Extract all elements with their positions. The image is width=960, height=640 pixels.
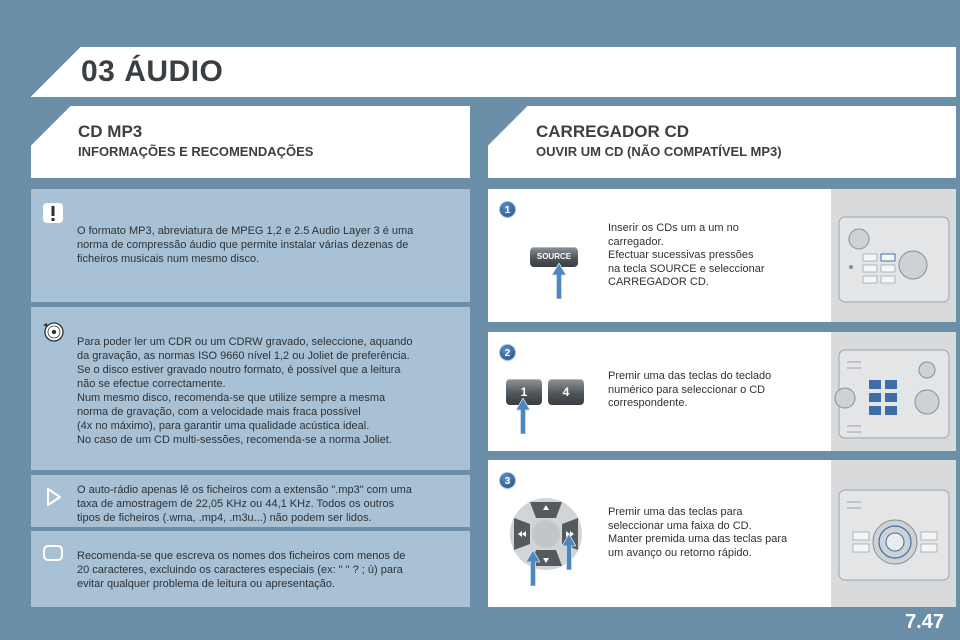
warning-icon (41, 201, 65, 225)
page-title: 03 ÁUDIO (81, 55, 224, 88)
step-panel (488, 189, 956, 322)
note-text: Recomenda-se que escreva os nomes dos ficheiros com menos de 20 caracteres, excluindo os caracteres especiais (ex: " " ? ; ù) para evitar qualquer problema de leitura ou apresentação. (77, 550, 406, 590)
preset-key-4: 4 (548, 379, 584, 405)
arrow-up-icon (526, 550, 540, 586)
radio-photo (831, 332, 956, 451)
display-icon (41, 541, 65, 565)
step-panel (488, 460, 956, 607)
radio-photo (831, 460, 956, 607)
note-text: O auto-rádio apenas lê os ficheiros com a extensão ".mp3" com uma taxa de amostragem de 22,05 KHz ou 44,1 KHz. Todos os outros tipos de ficheiros (.wma, .mp4, .m3u...) não podem ser lidos. (77, 484, 412, 524)
note-panel (31, 531, 470, 607)
step-text: Premir uma das teclas do teclado numérico para seleccionar o CD correspondente. (608, 370, 772, 409)
arrow-up-icon (562, 534, 576, 570)
right-section-header (488, 106, 956, 178)
left-section-subtitle: INFORMAÇÕES E RECOMENDAÇÕES (78, 144, 314, 159)
step-text: Inserir os CDs um a um no carregador. Efectuar sucessivas pressões na tecla SOURCE e seleccionar CARREGADOR CD. (608, 222, 765, 288)
page-number: 7.47 (905, 611, 944, 633)
preset-key-1: 1 (506, 379, 542, 405)
cd-icon (41, 319, 65, 343)
left-section-header (31, 106, 470, 178)
step-number: 1 (499, 201, 516, 218)
radio-photo (831, 189, 956, 322)
step-number: 2 (499, 344, 516, 361)
step-text: Premir uma das teclas para seleccionar uma faixa do CD. Manter premida uma das teclas para um avanço ou retorno rápido. (608, 506, 788, 559)
right-section-title: CARREGADOR CD (536, 122, 689, 141)
right-section-subtitle: OUVIR UM CD (NÃO COMPATÍVEL MP3) (536, 144, 782, 159)
step-panel (488, 332, 956, 451)
note-panel (31, 307, 470, 470)
left-section-title: CD MP3 (78, 122, 143, 141)
note-panel (31, 189, 470, 302)
note-text: O formato MP3, abreviatura de MPEG 1,2 e 2.5 Audio Layer 3 é uma norma de compressão áudio que permite instalar várias dezenas de ficheiros musicais num mesmo disco. (77, 225, 414, 265)
source-key: SOURCE (530, 247, 578, 267)
note-text: Para poder ler um CDR ou um CDRW gravado, seleccione, aquando da gravação, as normas ISO 9660 nível 1,2 ou Joliet de preferência. Se o disco estiver gravado noutro formato, é possível que a leitura não se efectue correctamente. Num mesmo disco, recomenda-se que utilize sempre a mesma norma de gravação, com a velocidade mais fraca possível (4x no máximo), para garantir uma qualidade acústica ideal. No caso de um CD multi-sessões, recomenda-se a norma Joliet. (77, 336, 413, 446)
note-panel (31, 475, 470, 527)
arrow-up-icon (516, 398, 530, 434)
play-icon (41, 485, 65, 509)
arrow-up-icon (552, 263, 566, 299)
step-number: 3 (499, 472, 516, 489)
title-banner (31, 47, 956, 97)
